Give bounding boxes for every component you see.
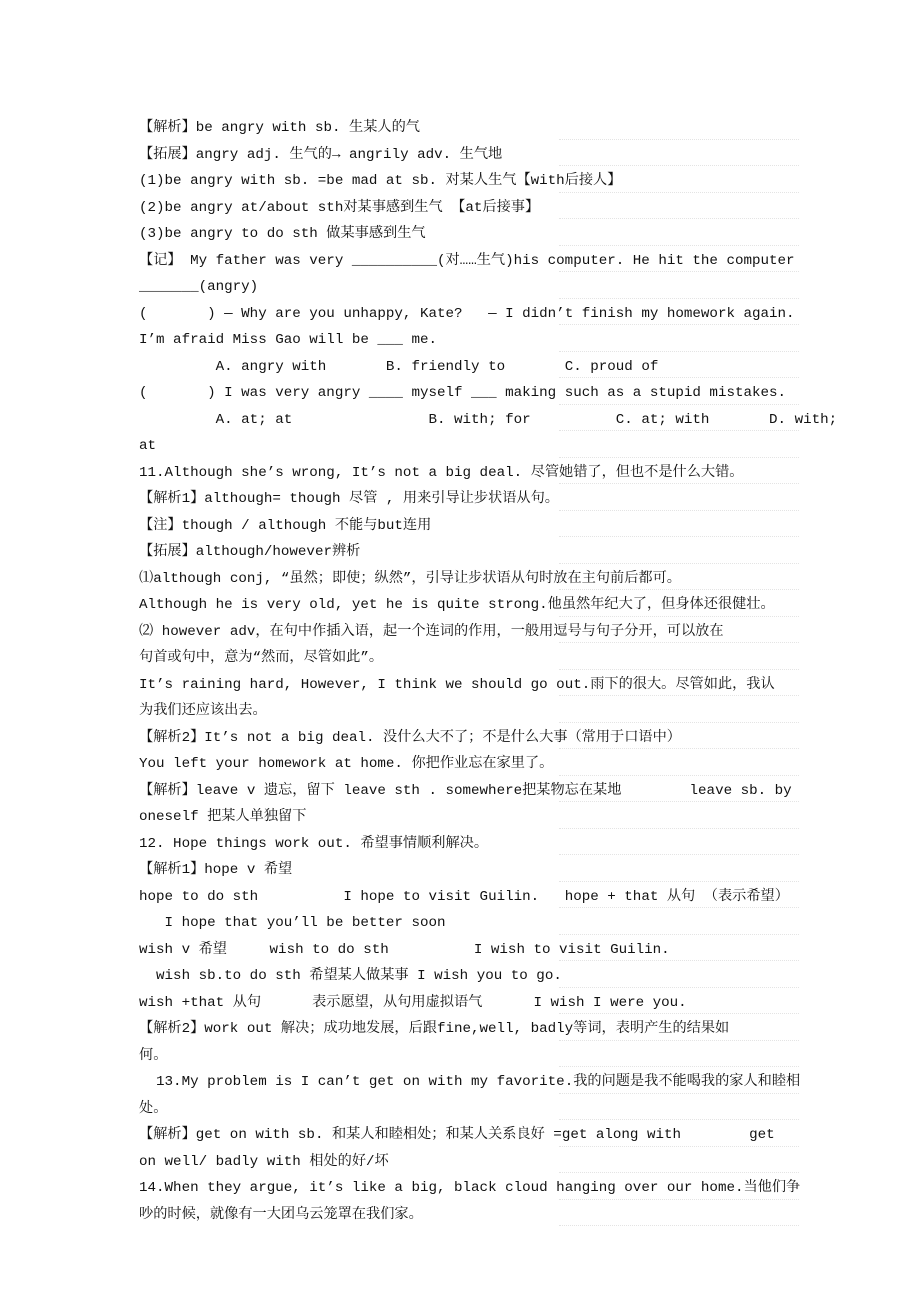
text-line: 吵的时候，就像有一大团乌云笼罩在我们家。 [139,1203,799,1230]
text-line: It’s raining hard, However, I think we should go out.雨下的很大。尽管如此，我认 [139,673,799,700]
text-line: oneself 把某人单独留下 [139,805,799,832]
text-line: _______(angry) [139,275,799,302]
text-line: 【解析】leave v 遗忘，留下 leave sth . somewhere把某物忘在某地 leave sb. by [139,779,799,806]
text-line: I’m afraid Miss Gao will be ___ me. [139,328,799,355]
text-line: 处。 [139,1097,799,1124]
text-line: 【记】 My father was very __________(对……生气)his computer. He hit the computer [139,249,799,276]
text-line: 【解析2】It’s not a big deal. 没什么大不了；不是什么大事（常用于口语中） [139,726,799,753]
text-line: wish sb.to do sth 希望某人做某事 I wish you to go. [139,964,799,991]
text-line: ⑵ however adv，在句中作插入语，起一个连词的作用，一般用逗号与句子分开，可以放在 [139,620,799,647]
text-line: 【解析】get on with sb. 和某人和睦相处；和某人关系良好 =get along with get [139,1123,799,1150]
text-line: Although he is very old, yet he is quite strong.他虽然年纪大了，但身体还很健壮。 [139,593,799,620]
document-body [139,116,838,1229]
text-line: (1)be angry with sb. =be mad at sb. 对某人生气【with后接人】 [139,169,799,196]
text-line: 为我们还应该出去。 [139,699,799,726]
text-line: on well/ badly with 相处的好/坏 [139,1150,799,1177]
text-line: ( ) — Why are you unhappy, Kate? — I didn’t finish my homework again. [139,302,799,329]
text-line: 12. Hope things work out. 希望事情顺利解决。 [139,832,799,859]
text-line: 【解析1】hope v 希望 [139,858,799,885]
text-line: 【注】though / although 不能与but连用 [139,514,799,541]
text-line: ⑴although conj, “虽然；即使；纵然”，引导让步状语从句时放在主句前后都可。 [139,567,799,594]
text-line: wish +that 从句 表示愿望，从句用虚拟语气 I wish I were you. [139,991,799,1018]
text-line: 何。 [139,1044,799,1071]
text-line: A. angry with B. friendly to C. proud of [139,355,799,382]
text-line: 句首或句中，意为“然而，尽管如此”。 [139,646,799,673]
text-line: A. at; at B. with; for C. at; with D. with; [139,408,799,435]
text-line: ( ) I was very angry ____ myself ___ making such as a stupid mistakes. [139,381,799,408]
text-line: 【解析2】work out 解决；成功地发展，后跟fine,well, badly等词，表明产生的结果如 [139,1017,799,1044]
text-line: hope to do sth I hope to visit Guilin. hope + that 从句 （表示希望） [139,885,799,912]
text-line: 【拓展】although/however辨析 [139,540,799,567]
text-line: 14.When they argue, it’s like a big, black cloud hanging over our home.当他们争 [139,1176,799,1203]
text-line: I hope that you’ll be better soon [139,911,799,938]
text-line: 【拓展】angry adj. 生气的→ angrily adv. 生气地 [139,143,799,170]
text-line: (2)be angry at/about sth对某事感到生气 【at后接事】 [139,196,799,223]
text-line: You left your homework at home. 你把作业忘在家里了。 [139,752,799,779]
text-line: at [139,434,799,461]
text-line: 13.My problem is I can’t get on with my favorite.我的问题是我不能喝我的家人和睦相 [139,1070,799,1097]
text-line: (3)be angry to do sth 做某事感到生气 [139,222,799,249]
text-line: 11.Although she’s wrong, It’s not a big deal. 尽管她错了，但也不是什么大错。 [139,461,799,488]
text-line: 【解析1】although= though 尽管 , 用来引导让步状语从句。 [139,487,799,514]
text-line: 【解析】be angry with sb. 生某人的气 [139,116,799,143]
text-line: wish v 希望 wish to do sth I wish to visit Guilin. [139,938,799,965]
